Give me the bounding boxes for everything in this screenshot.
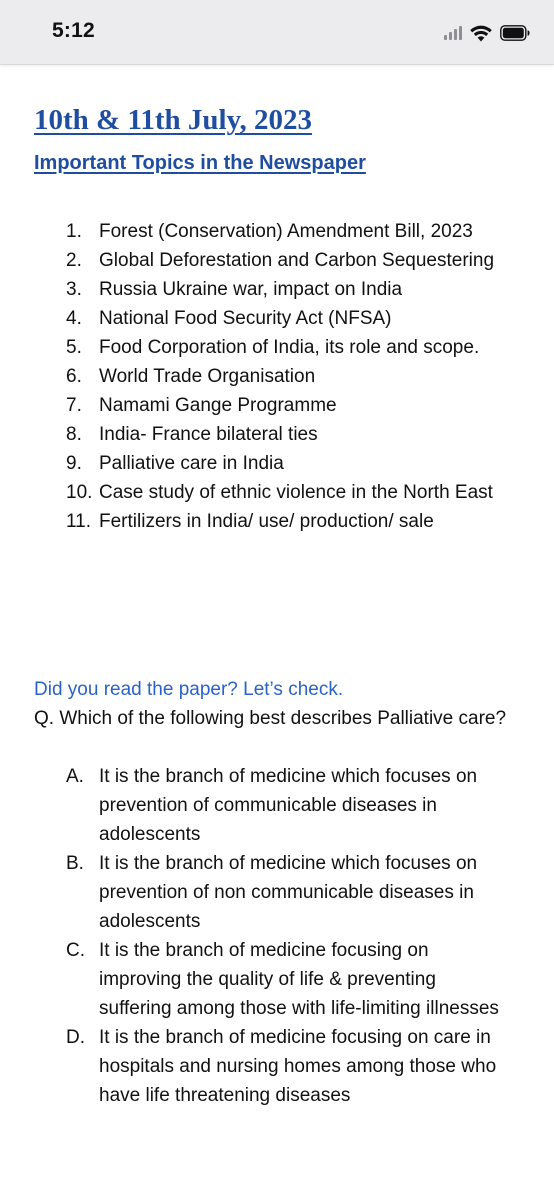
answer-option <box>0 849 554 936</box>
answer-options <box>0 762 554 1110</box>
answer-option <box>0 936 554 1023</box>
list-item-text: India- France bilateral ties <box>99 424 318 445</box>
list-item-text: Fertilizers in India/ use/ production/ sale <box>99 511 434 532</box>
list-item <box>0 420 554 449</box>
list-item <box>0 478 554 507</box>
wifi-icon <box>470 25 492 42</box>
list-item-text: Namami Gange Programme <box>99 395 337 416</box>
option-text: It is the branch of medicine which focuses on prevention of communicable diseases in adolescents <box>99 766 478 845</box>
list-item <box>0 246 554 275</box>
option-text: It is the branch of medicine which focuses on prevention of non communicable diseases in adolescents <box>99 853 478 932</box>
list-number: 6. <box>66 366 82 387</box>
topics-list <box>0 217 554 536</box>
list-item <box>0 507 554 536</box>
list-item-text: Russia Ukraine war, impact on India <box>99 279 403 300</box>
option-letter: B. <box>66 853 84 874</box>
option-letter: D. <box>66 1027 85 1048</box>
list-number: 7. <box>66 395 82 416</box>
list-number: 11. <box>66 511 92 532</box>
list-item <box>0 391 554 420</box>
option-text: It is the branch of medicine focusing on care in hospitals and nursing homes among those who have life threatening diseases <box>99 1027 497 1106</box>
list-item-text: Food Corporation of India, its role and scope. <box>99 337 480 358</box>
list-item <box>0 217 554 246</box>
list-item-text: Palliative care in India <box>99 453 284 474</box>
list-item-text: National Food Security Act (NFSA) <box>99 308 392 329</box>
list-item <box>0 362 554 391</box>
page-title: 10th & 11th July, 2023 <box>34 104 312 136</box>
list-number: 9. <box>66 453 82 474</box>
list-number: 5. <box>66 337 82 358</box>
list-number: 3. <box>66 279 82 300</box>
list-number: 2. <box>66 250 82 271</box>
quiz-heading: Did you read the paper? Let’s check. <box>34 679 344 700</box>
option-text: It is the branch of medicine focusing on improving the quality of life & preventing suffering among those with life-limiting illnesses <box>99 940 499 1019</box>
list-number: 1. <box>66 221 82 242</box>
list-item <box>0 449 554 478</box>
list-item-text: World Trade Organisation <box>99 366 316 387</box>
list-number: 8. <box>66 424 82 445</box>
battery-icon <box>500 25 530 41</box>
list-number: 10. <box>66 482 93 503</box>
document-page <box>0 64 554 1200</box>
quiz-question: Q. Which of the following best describes Palliative care? <box>34 708 507 729</box>
status-time: 5:12 <box>52 19 95 42</box>
list-number: 4. <box>66 308 82 329</box>
list-item-text: Case study of ethnic violence in the North East <box>99 482 493 503</box>
answer-option <box>0 762 554 849</box>
list-item <box>0 333 554 362</box>
status-bar <box>0 0 554 65</box>
list-item-text: Forest (Conservation) Amendment Bill, 2023 <box>99 221 473 242</box>
cellular-signal-icon <box>444 26 462 40</box>
page-subtitle: Important Topics in the Newspaper <box>34 152 366 174</box>
option-letter: A. <box>66 766 84 787</box>
answer-option <box>0 1023 554 1110</box>
list-item <box>0 304 554 333</box>
list-item-text: Global Deforestation and Carbon Sequestering <box>99 250 495 271</box>
list-item <box>0 275 554 304</box>
status-icons <box>444 22 530 44</box>
option-letter: C. <box>66 940 85 961</box>
